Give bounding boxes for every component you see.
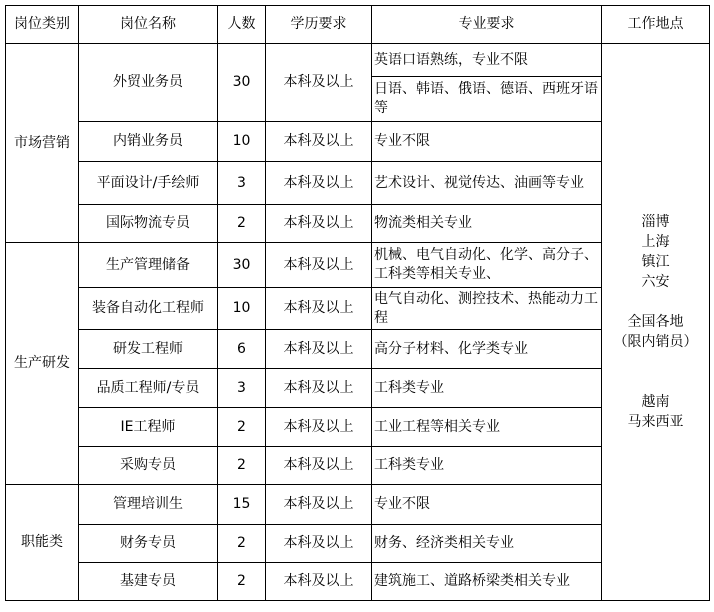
count-cell: 30 xyxy=(218,44,266,122)
table-row xyxy=(6,44,710,77)
major-cell: 机械、电气自动化、化学、高分子、工科类等相关专业、 xyxy=(372,243,602,288)
count-cell: 2 xyxy=(218,205,266,243)
header-location: 工作地点 xyxy=(602,6,710,44)
position-cell: 内销业务员 xyxy=(79,122,218,162)
header-position: 岗位名称 xyxy=(79,6,218,44)
education-cell: 本科及以上 xyxy=(266,369,372,408)
major-cell: 艺术设计、视觉传达、油画等专业 xyxy=(372,162,602,205)
category-cell: 市场营销 xyxy=(6,44,79,243)
count-cell: 10 xyxy=(218,288,266,330)
education-cell: 本科及以上 xyxy=(266,330,372,369)
location-spacer xyxy=(602,352,709,372)
education-cell: 本科及以上 xyxy=(266,447,372,485)
count-cell: 15 xyxy=(218,485,266,525)
major-cell: 英语口语熟练，专业不限 xyxy=(372,44,602,77)
count-cell: 30 xyxy=(218,243,266,288)
major-cell: 工科类专业 xyxy=(372,369,602,408)
location-line: 镇江 xyxy=(641,254,670,270)
major-cell: 专业不限 xyxy=(372,122,602,162)
education-cell: 本科及以上 xyxy=(266,288,372,330)
major-cell: 日语、韩语、俄语、德语、西班牙语等 xyxy=(372,77,602,122)
category-cell: 生产研发 xyxy=(6,243,79,485)
position-cell: 国际物流专员 xyxy=(79,205,218,243)
category-cell: 职能类 xyxy=(6,485,79,601)
location-line: 上海 xyxy=(641,234,670,250)
count-cell: 3 xyxy=(218,162,266,205)
position-cell: 装备自动化工程师 xyxy=(79,288,218,330)
location-line: 马来西亚 xyxy=(627,414,684,430)
location-spacer xyxy=(602,372,709,392)
count-cell: 2 xyxy=(218,408,266,447)
header-category: 岗位类别 xyxy=(6,6,79,44)
location-line: 六安 xyxy=(641,274,670,290)
major-cell: 工科类专业 xyxy=(372,447,602,485)
location-line: 淄博 xyxy=(641,214,670,230)
major-cell: 专业不限 xyxy=(372,485,602,525)
education-cell: 本科及以上 xyxy=(266,563,372,601)
recruitment-table xyxy=(5,5,710,601)
location-line: （限内销员） xyxy=(613,334,698,350)
education-cell: 本科及以上 xyxy=(266,44,372,122)
count-cell: 6 xyxy=(218,330,266,369)
major-cell: 物流类相关专业 xyxy=(372,205,602,243)
header-row xyxy=(6,6,710,44)
position-cell: 基建专员 xyxy=(79,563,218,601)
major-cell: 建筑施工、道路桥梁类相关专业 xyxy=(372,563,602,601)
position-cell: 平面设计/手绘师 xyxy=(79,162,218,205)
header-education: 学历要求 xyxy=(266,6,372,44)
count-cell: 2 xyxy=(218,563,266,601)
major-cell: 财务、经济类相关专业 xyxy=(372,525,602,563)
count-cell: 10 xyxy=(218,122,266,162)
major-cell: 高分子材料、化学类专业 xyxy=(372,330,602,369)
count-cell: 2 xyxy=(218,525,266,563)
location-cell xyxy=(602,44,710,601)
major-cell: 工业工程等相关专业 xyxy=(372,408,602,447)
position-cell: 生产管理储备 xyxy=(79,243,218,288)
education-cell: 本科及以上 xyxy=(266,485,372,525)
education-cell: 本科及以上 xyxy=(266,122,372,162)
location-spacer xyxy=(602,292,709,312)
position-cell: 采购专员 xyxy=(79,447,218,485)
education-cell: 本科及以上 xyxy=(266,243,372,288)
position-cell: 管理培训生 xyxy=(79,485,218,525)
position-cell: IE工程师 xyxy=(79,408,218,447)
education-cell: 本科及以上 xyxy=(266,205,372,243)
header-major: 专业要求 xyxy=(372,6,602,44)
major-cell: 电气自动化、测控技术、热能动力工程 xyxy=(372,288,602,330)
education-cell: 本科及以上 xyxy=(266,408,372,447)
position-cell: 品质工程师/专员 xyxy=(79,369,218,408)
header-count: 人数 xyxy=(218,6,266,44)
position-cell: 外贸业务员 xyxy=(79,44,218,122)
position-cell: 财务专员 xyxy=(79,525,218,563)
position-cell: 研发工程师 xyxy=(79,330,218,369)
location-line: 越南 xyxy=(641,394,670,410)
count-cell: 2 xyxy=(218,447,266,485)
education-cell: 本科及以上 xyxy=(266,162,372,205)
count-cell: 3 xyxy=(218,369,266,408)
location-line: 全国各地 xyxy=(627,314,684,330)
education-cell: 本科及以上 xyxy=(266,525,372,563)
